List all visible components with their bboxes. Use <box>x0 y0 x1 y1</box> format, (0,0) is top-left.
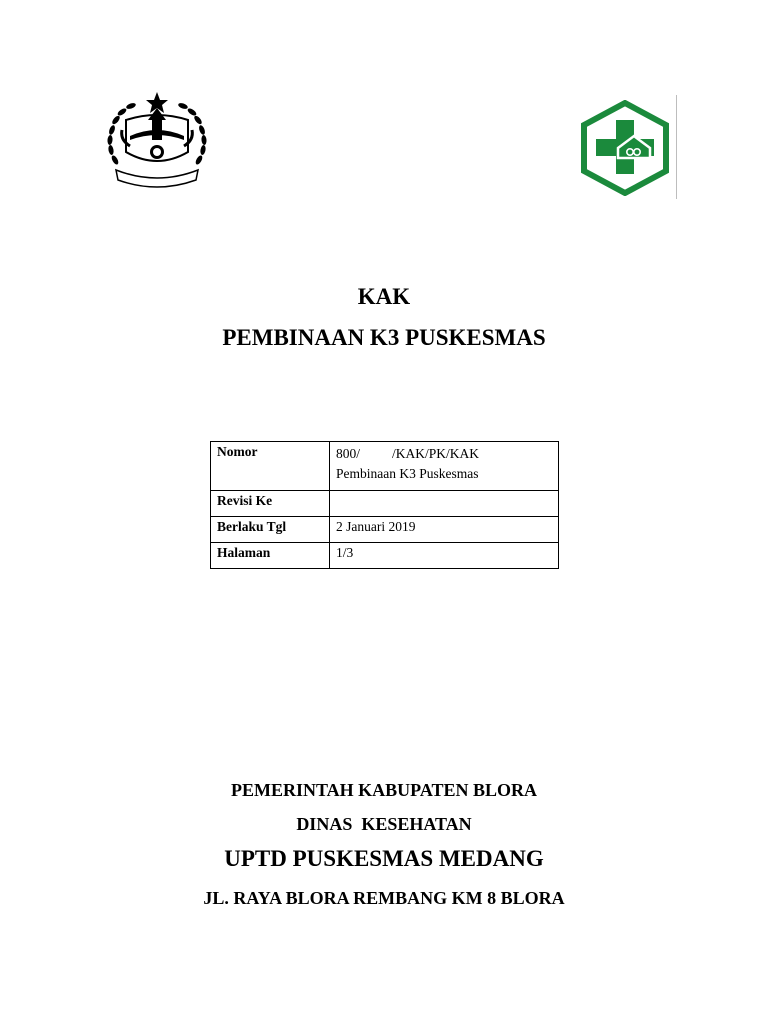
table-row <box>211 543 559 569</box>
table-row <box>211 517 559 543</box>
table-row <box>211 491 559 517</box>
row-value: 1/3 <box>330 543 559 569</box>
table-row <box>211 442 559 491</box>
row-label: Berlaku Tgl <box>211 517 330 543</box>
footer-unit: UPTD PUSKESMAS MEDANG <box>224 846 544 871</box>
nomor-prefix: 800/ <box>336 446 361 461</box>
page-edge-divider <box>676 95 677 199</box>
footer-government: PEMERINTAH KABUPATEN BLORA <box>230 780 538 800</box>
nomor-suffix: /KAK/PK/KAK <box>392 446 480 461</box>
nomor-description: Pembinaan K3 Puskesmas <box>336 466 479 481</box>
document-info-table <box>210 441 559 569</box>
footer-address: JL. RAYA BLORA REMBANG KM 8 BLORA <box>203 888 565 908</box>
puskesmas-logo-icon <box>578 100 672 196</box>
row-value <box>330 491 559 517</box>
row-label: Revisi Ke <box>211 491 330 517</box>
row-label: Halaman <box>211 543 330 569</box>
document-title-kak: KAK <box>357 284 411 309</box>
document-title-subject: PEMBINAAN K3 PUSKESMAS <box>222 325 546 350</box>
kabupaten-blora-emblem-icon <box>104 90 210 190</box>
row-value <box>330 442 559 491</box>
footer-department: DINAS KESEHATAN <box>296 814 472 834</box>
row-label: Nomor <box>211 442 330 491</box>
row-value: 2 Januari 2019 <box>330 517 559 543</box>
